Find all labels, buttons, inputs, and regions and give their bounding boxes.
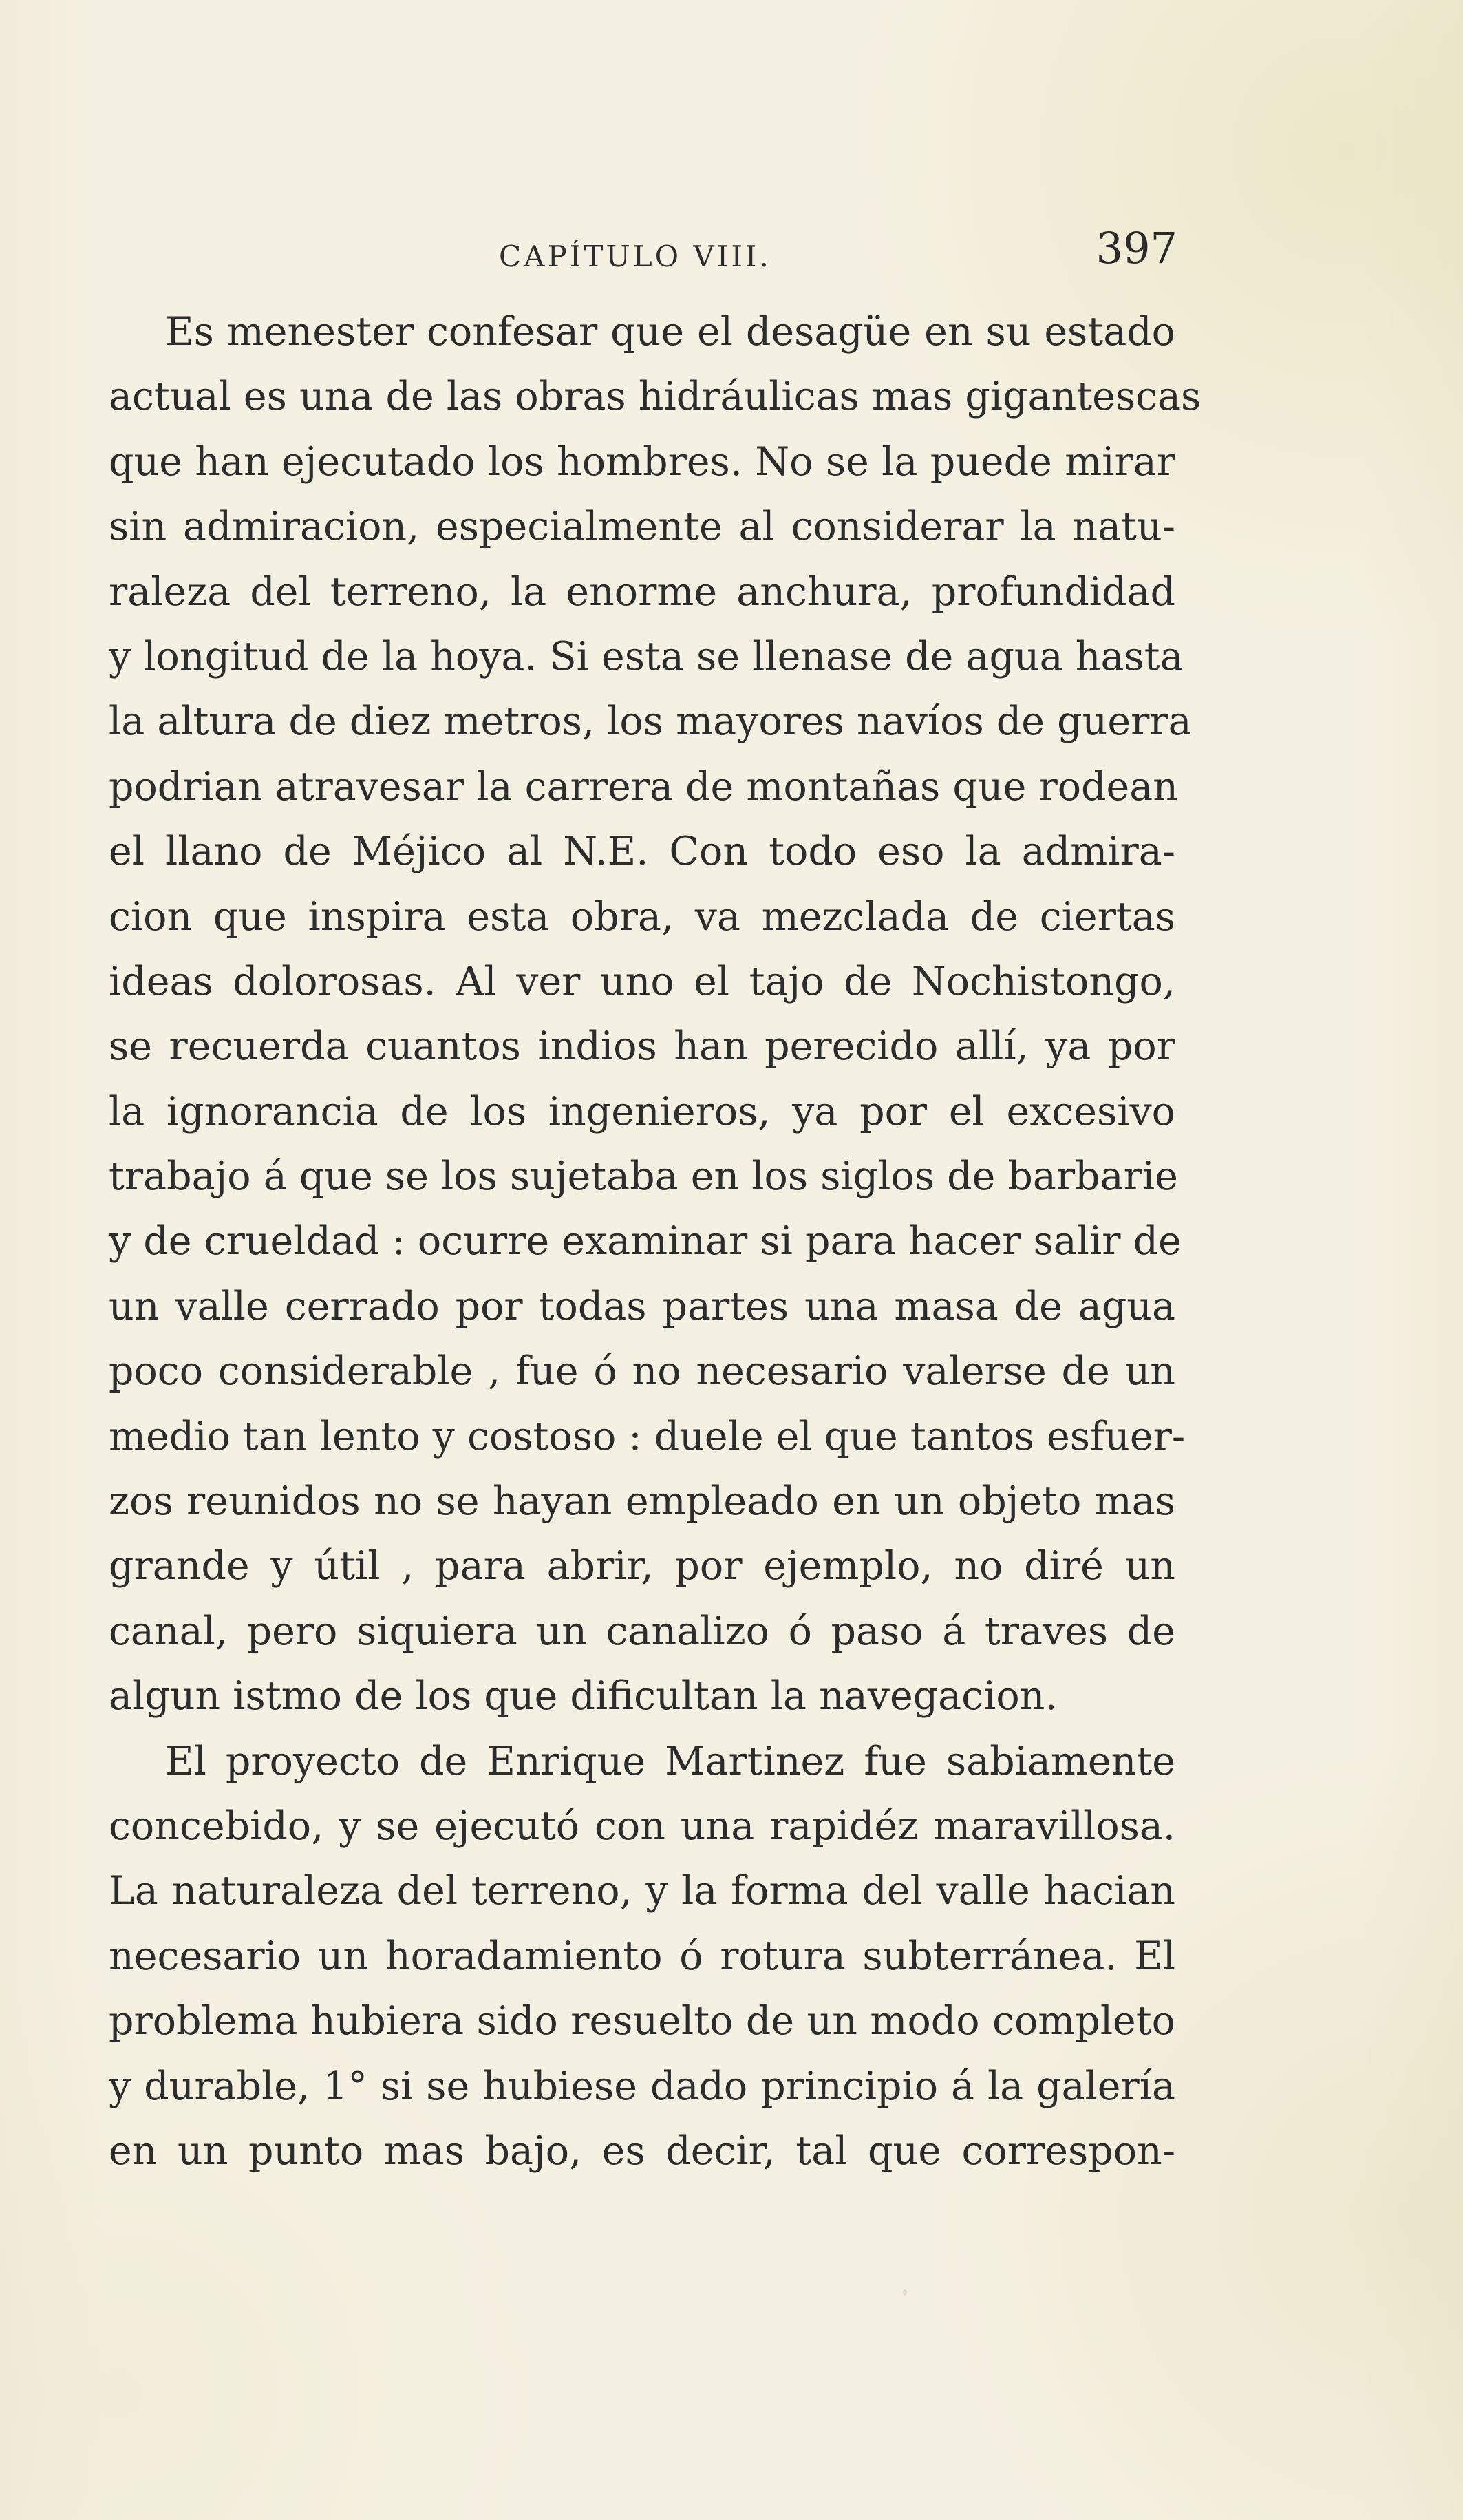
text-line: en un punto mas bajo, es decir, tal que correspon- (109, 2128, 1175, 2174)
text-line: concebido, y se ejecutó con una rapidéz maravillosa. (109, 1803, 1175, 1849)
text-line: podrian atravesar la carrera de montañas que rodean (109, 763, 1178, 809)
text-line: que han ejecutado los hombres. No se la puede mirar (109, 438, 1175, 485)
page-header (0, 223, 1463, 275)
text-line: Es menester confesar que el desagüe en su estado (165, 309, 1175, 354)
text-line: algun istmo de los que dificultan la navegacion. (109, 1673, 1058, 1719)
text-line: ideas dolorosas. Al ver uno el tajo de Nochistongo, (109, 958, 1175, 1004)
text-line: actual es una de las obras hidráulicas mas gigantescas (109, 374, 1202, 420)
text-line: la altura de diez metros, los mayores navíos de guerra (109, 699, 1192, 745)
text-line: grande y útil , para abrir, por ejemplo, no diré un (109, 1543, 1175, 1589)
text-line: la ignorancia de los ingenieros, ya por el excesivo (109, 1088, 1175, 1134)
text-line: y longitud de la hoya. Si esta se llenase de agua hasta (109, 633, 1184, 679)
text-line: medio tan lento y costoso : duele el que tantos esfuer- (109, 1413, 1186, 1459)
text-line: canal, pero siquiera un canalizo ó paso á traves de (109, 1608, 1175, 1654)
running-title: CAPÍTULO VIII. (499, 240, 771, 273)
text-line: sin admiracion, especialmente al considerar la natu- (109, 504, 1175, 550)
page-number: 397 (1096, 223, 1177, 273)
body-text (109, 299, 1202, 2183)
text-line: trabajo á que se los sujetaba en los siglos de barbarie (109, 1154, 1178, 1200)
text-line: necesario un horadamiento ó rotura subterránea. El (109, 1933, 1175, 1979)
text-line: y de crueldad : ocurre examinar si para hacer salir de (109, 1218, 1182, 1264)
paper-speck (903, 2289, 907, 2296)
text-line: raleza del terreno, la enorme anchura, profundidad (109, 569, 1175, 615)
text-line: y durable, 1° si se hubiese dado principio á la galería (109, 2063, 1175, 2109)
text-line: La naturaleza del terreno, y la forma del valle hacian (109, 1868, 1175, 1914)
text-line: un valle cerrado por todas partes una masa de agua (109, 1283, 1175, 1329)
text-line: problema hubiera sido resuelto de un modo completo (109, 1998, 1175, 2044)
text-line: el llano de Méjico al N.E. Con todo eso la admira- (109, 829, 1175, 875)
text-line: se recuerda cuantos indios han perecido allí, ya por (109, 1024, 1175, 1070)
text-line: zos reunidos no se hayan empleado en un objeto mas (109, 1479, 1175, 1525)
text-line: cion que inspira esta obra, va mezclada de ciertas (109, 893, 1175, 940)
text-line: El proyecto de Enrique Martinez fue sabiamente (165, 1738, 1175, 1784)
text-line: poco considerable , fue ó no necesario valerse de un (109, 1348, 1175, 1395)
